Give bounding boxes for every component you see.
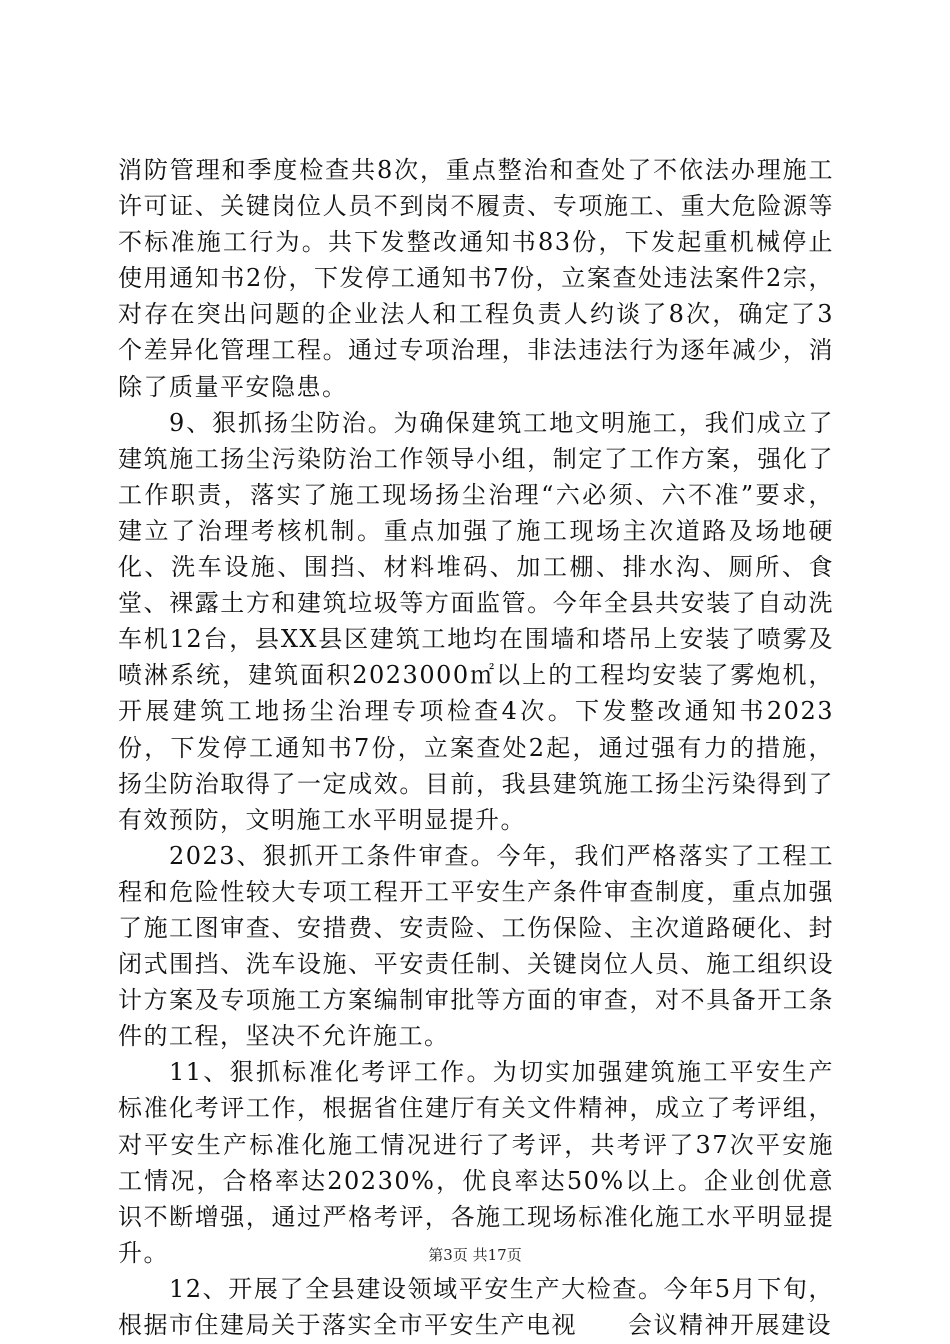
document-body (118, 152, 834, 1343)
paragraph-safety-inspection: 12、开展了全县建设领域平安生产大检查。今年5月下旬，根据市住建局关于落实全市平安生产电视 会议精神开展建设 (118, 1274, 834, 1339)
paragraph-start-conditions-review: 2023、狠抓开工条件审查。今年，我们严格落实了工程工程和危险性较大专项工程开工平安生产条件审查制度，重点加强了施工图审查、安措费、安责险、工伤保险、主次道路硬化、封闭式围挡、洗车设施、平安责任制、关键岗位人员、施工组织设计方案及专项施工方案编制审批等方面的审查，对不具备开工条件的工程，坚决不允许施工。 (118, 841, 834, 1051)
paragraph-fire-management: 消防管理和季度检查共8次，重点整治和查处了不依法办理施工许可证、关键岗位人员不到岗不履责、专项施工、重大危险源等不标准施工行为。共下发整改通知书83份，下发起重机械停止使用通知书2份，下发停工通知书7份，立案查处违法案件2宗，对存在突出问题的企业法人和工程负责人约谈了8次，确定了3个差异化管理工程。通过专项治理，非法违法行为逐年减少，消除了质量平安隐患。 (118, 156, 834, 401)
paragraph-standardization-evaluation: 11、狠抓标准化考评工作。为切实加强建筑施工平安生产标准化考评工作，根据省住建厅有关文件精神，成立了考评组，对平安生产标准化施工情况进行了考评，共考评了37次平安施工情况，合格率达20230%，优良率达50%以上。企业创优意识不断增强，通过严格考评，各施工现场标准化施工水平明显提升。 (118, 1058, 834, 1267)
page-number-footer: 第3页 共17页 (428, 1246, 522, 1264)
paragraph-dust-control: 9、狠抓扬尘防治。为确保建筑工地文明施工，我们成立了建筑施工扬尘污染防治工作领导小组，制定了工作方案，强化了工作职责，落实了施工现场扬尘治理“六必须、六不准”要求，建立了治理考核机制。重点加强了施工现场主次道路及场地硬化、洗车设施、围挡、材料堆码、加工棚、排水沟、厕所、食堂、裸露土方和建筑垃圾等方面监管。今年全县共安装了自动洗车机12台，县XX县区建筑工地均在围墙和塔吊上安装了喷雾及喷淋系统，建筑面积2023000㎡以上的工程均安装了雾炮机，开展建筑工地扬尘治理专项检查4次。下发整改通知书2023份，下发停工通知书7份，立案查处2起，通过强有力的措施，扬尘防治取得了一定成效。目前，我县建筑施工扬尘污染得到了有效预防，文明施工水平明显提升。 (118, 408, 834, 834)
